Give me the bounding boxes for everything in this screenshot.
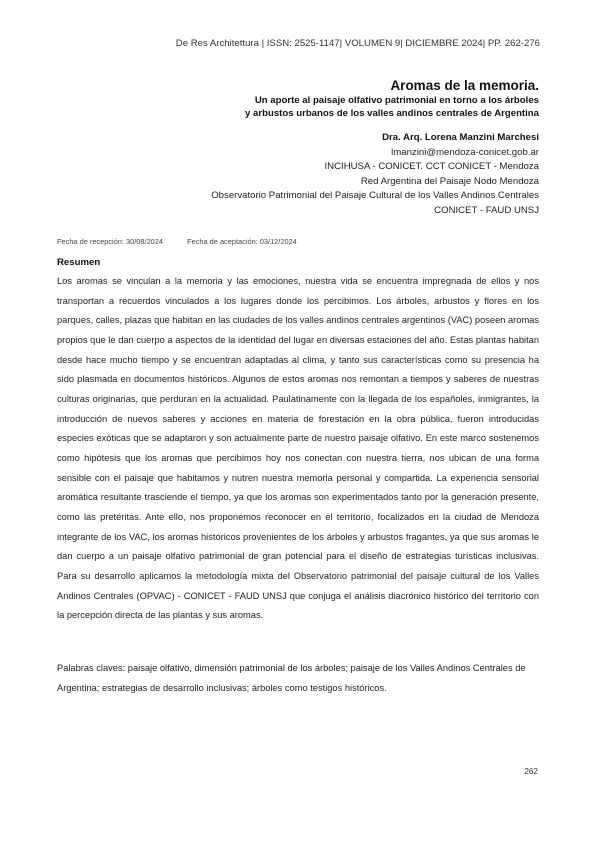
- subtitle-line-1: Un aporte al paisaje olfativo patrimonial en torno a los árboles: [254, 95, 539, 106]
- article-title: Aromas de la memoria.: [390, 78, 539, 93]
- journal-header: De Res Architettura | ISSN: 2525-1147| VOLUMEN 9| DICIEMBRE 2024| PP. 262-276: [175, 38, 540, 49]
- dates-line: [57, 237, 297, 246]
- abstract-heading: Resumen: [57, 257, 101, 268]
- author-name: Dra. Arq. Lorena Manzini Marchesi: [382, 132, 539, 143]
- subtitle-line-2: y arbustos urbanos de los valles andinos centrales de Argentina: [245, 107, 539, 119]
- author-affiliation-1: INCIHUSA - CONICET. CCT CONICET - Mendoza: [324, 161, 539, 173]
- author-affiliation-4: CONICET - FAUD UNSJ: [434, 204, 539, 216]
- abstract-body: Los aromas se vinculan a la memoria y las emociones, nuestra vida se encuentra impregnada de ellos y nos transportan a recuerdos vinculados a los lugares donde los percibimos. Los árboles, arbustos y flores en los parques, calles, plazas que habitan en las ciudades de los valles andinos centrales argentinos (VAC) poseen aromas propios que le dan cuerpo a aspectos de la identidad del lugar en diversas estaciones del año. Estas plantas habitan desde hace mucho tiempo y se encuentran adaptadas al clima, y tanto sus características como su presencia ha sido plasmada en documentos históricos. Algunos de estos aromas nos remontan a tiempos y saberes de nuestras culturas originarias, que perduran en la actualidad. Paulatinamente con la llegada de los españoles, inmigrantes, la introducción de nuevos saberes y acciones en materia de forestación en la obra pública, fueron introducidas especies exóticas que se adaptaron y son actualmente parte de nuestro paisaje olfativo. En este marco sostenemos como hipótesis que los aromas que percibimos hoy nos conectan con nuestra tierra, nos ubican de una forma sensible con el paisaje que habitamos y nutren nuestra memoria personal y compartida. La experiencia sensorial aromática resultante trasciende el tiempo, ya que los aromas son experimentados tanto por la generación presente, como las pretéritas. Ante ello, nos proponemos reconocer en el territorio, focalizados en la ciudad de Mendoza integrante de los VAC, los aromas históricos provenientes de los árboles y arbustos fragantes, ya que sus aromas le dan cuerpo a un paisaje olfativo patrimonial de gran potencial para el diseño de estrategias turísticas inclusivas. Para su desarrollo aplicamos la metodología mixta del Observatorio patrimonial del paisaje cultural de los Valles Andinos Centrales (OPVAC) - CONICET - FAUD UNSJ que conjuga el análisis diacrónico histórico del territorio con la percepción directa de las plantas y sus aromas.: [57, 276, 540, 621]
- article-subtitle: [245, 95, 539, 120]
- page-number: 262: [524, 767, 538, 776]
- author-email[interactable]: lmanzini@mendoza-conicet.gob.ar: [391, 146, 539, 158]
- received-date: Fecha de recepción: 30/08/2024: [57, 237, 164, 246]
- author-block: [211, 131, 539, 219]
- author-affiliation-3: Observatorio Patrimonial del Paisaje Cultural de los Valles Andinos Centrales: [211, 190, 539, 202]
- author-affiliation-2: Red Argentina del Paisaje Nodo Mendoza: [360, 175, 539, 187]
- keywords: Palabras claves: paisaje olfativo, dimensión patrimonial de los árboles; paisaje de los Valles Andinos Centrales de Argentina; estrategias de desarrollo inclusivas; árboles como testigos históricos.: [57, 663, 526, 693]
- accepted-date: Fecha de aceptación: 03/12/2024: [187, 237, 297, 246]
